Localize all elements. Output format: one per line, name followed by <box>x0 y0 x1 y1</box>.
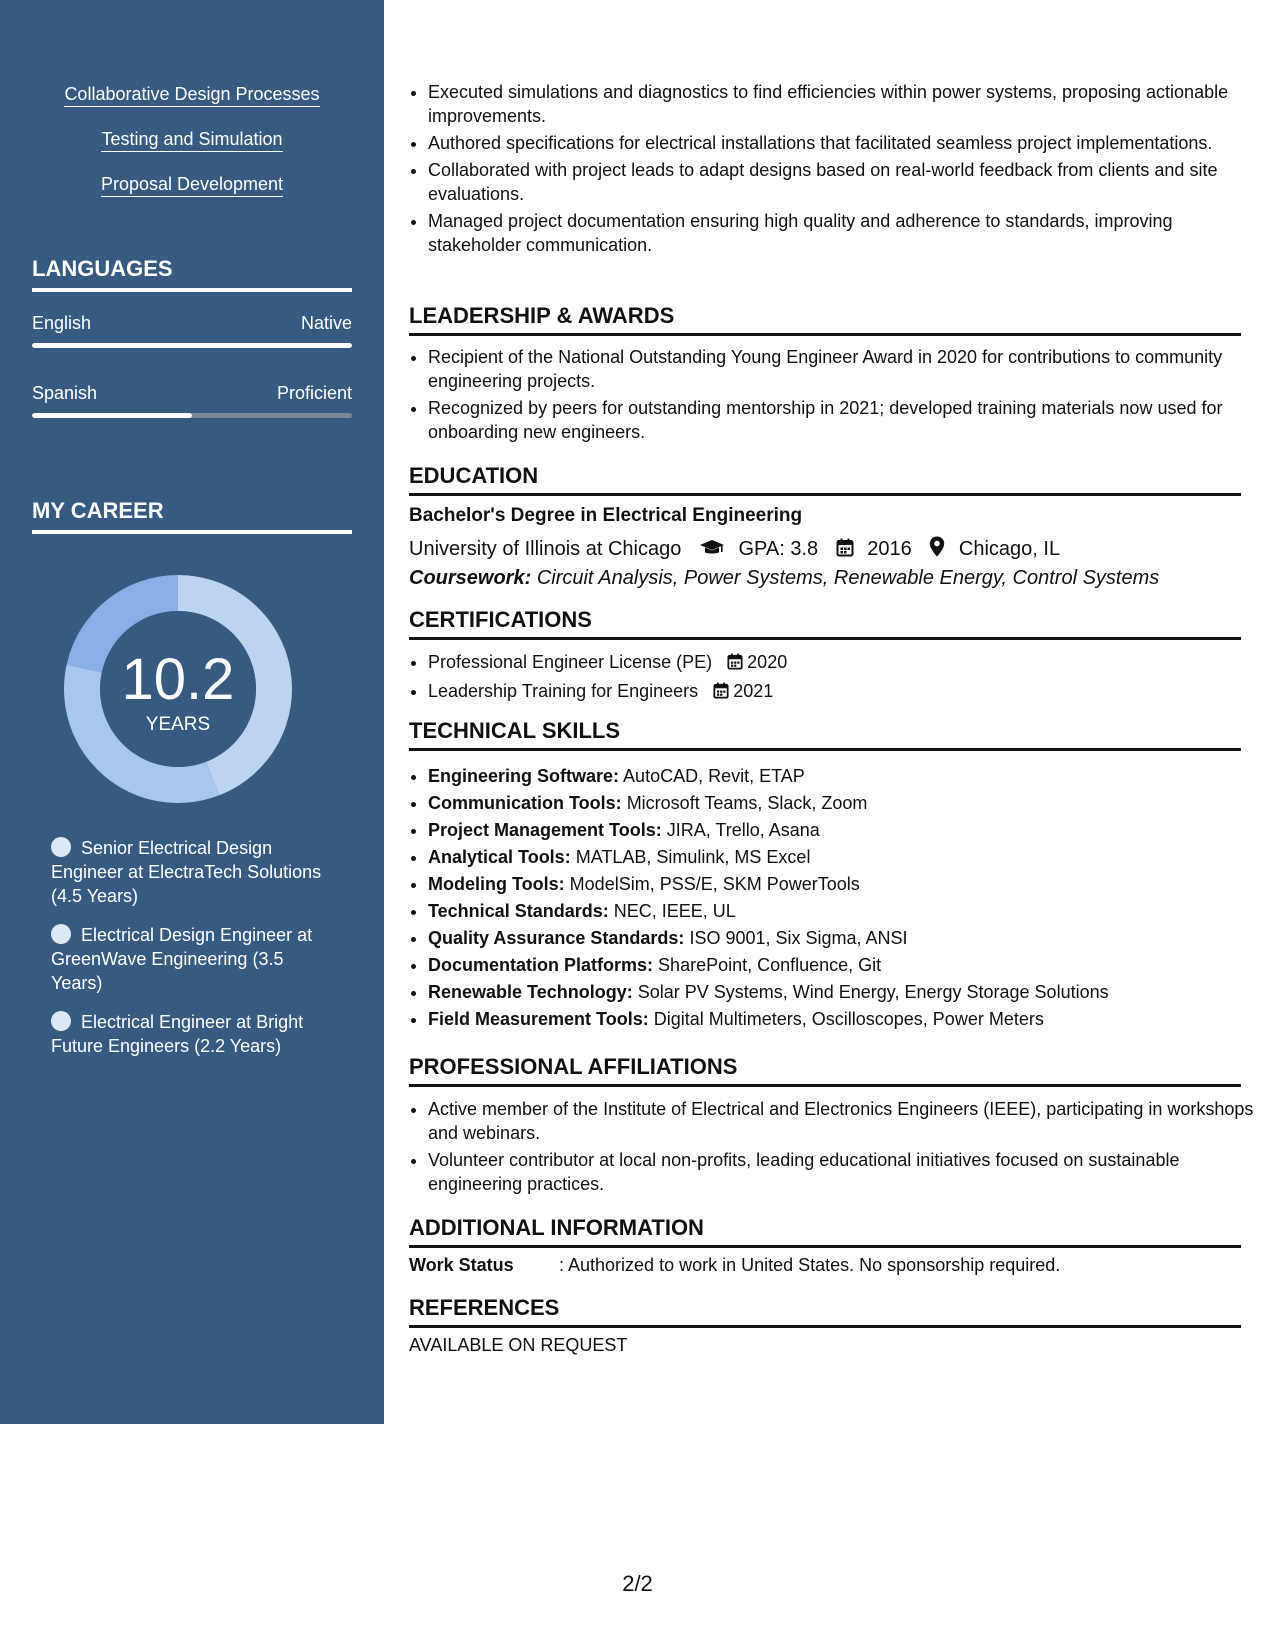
skill-label: Documentation Platforms: <box>428 955 654 975</box>
skill-item <box>428 818 1260 842</box>
certifications-heading: CERTIFICATIONS <box>409 607 1241 640</box>
education-details <box>409 536 1060 563</box>
skill-label: Engineering Software: <box>428 766 620 786</box>
leadership-list <box>409 345 1260 447</box>
education-gpa: GPA: 3.8 <box>738 538 819 560</box>
career-total-value: 10.2 <box>121 647 235 712</box>
work-status-label: Work Status <box>409 1255 514 1275</box>
skill-value: Digital Multimeters, Oscilloscopes, Power Meters <box>653 1009 1044 1029</box>
additional-info-heading: ADDITIONAL INFORMATION <box>409 1215 1241 1248</box>
skill-value: NEC, IEEE, UL <box>613 901 736 921</box>
education-year: 2016 <box>867 538 912 560</box>
skill-label: Communication Tools: <box>428 793 622 813</box>
skill-item <box>428 872 1260 896</box>
list-item: • Managed project documentation ensuring high quality and adherence to standards, improving stakeholder communication. <box>428 209 1260 257</box>
skills-heading: TECHNICAL SKILLS <box>409 718 1241 751</box>
career-heading: MY CAREER <box>32 498 352 534</box>
career-dot-icon <box>51 924 71 944</box>
skill-value: ModelSim, PSS/E, SKM PowerTools <box>569 874 860 894</box>
list-item: • Recognized by peers for outstanding mentorship in 2021; developed training materials now used for onboarding new engineers. <box>428 396 1260 444</box>
skill-item <box>428 926 1260 950</box>
language-level: Proficient <box>276 383 352 403</box>
donut-center <box>64 575 292 803</box>
references-heading: REFERENCES <box>409 1295 1241 1328</box>
skill-label: Technical Standards: <box>428 901 609 921</box>
skill-label: Quality Assurance Standards: <box>428 928 685 948</box>
certification-year: 2021 <box>733 681 774 701</box>
affiliations-list <box>409 1097 1260 1199</box>
education-degree: Bachelor's Degree in Electrical Engineering <box>409 505 803 526</box>
skill-link-testing-simulation[interactable]: Testing and Simulation <box>0 129 384 150</box>
affiliations-heading: PROFESSIONAL AFFILIATIONS <box>409 1054 1241 1087</box>
skill-label: Field Measurement Tools: <box>428 1009 649 1029</box>
list-item <box>428 650 1260 676</box>
career-total-unit: YEARS <box>145 714 211 735</box>
list-item: • Recipient of the National Outstanding Young Engineer Award in 2020 for contributions to community engineering projects. <box>428 345 1260 393</box>
skill-value: MATLAB, Simulink, MS Excel <box>575 847 811 867</box>
list-item: • Executed simulations and diagnostics to find efficiencies within power systems, proposing actionable improvements. <box>428 80 1260 128</box>
education-location: Chicago, IL <box>958 538 1061 560</box>
career-donut-chart <box>64 575 292 803</box>
skill-value: ISO 9001, Six Sigma, ANSI <box>689 928 908 948</box>
list-item: • Collaborated with project leads to adapt designs based on real-world feedback from clients and site evaluations. <box>428 158 1260 206</box>
skill-value: Solar PV Systems, Wind Energy, Energy Storage Solutions <box>637 982 1109 1002</box>
language-bar-fill <box>32 413 192 418</box>
work-status-value: : Authorized to work in United States. No sponsorship required. <box>559 1255 1061 1275</box>
language-level: Native <box>300 313 352 333</box>
list-item <box>428 679 1260 705</box>
experience-bullets <box>409 80 1260 260</box>
calendar-icon <box>836 538 854 563</box>
sidebar <box>0 0 384 1424</box>
skill-item <box>428 1007 1260 1031</box>
career-item: Senior Electrical Design Engineer at ElectraTech Solutions (4.5 Years) <box>51 838 322 906</box>
skill-value: Microsoft Teams, Slack, Zoom <box>626 793 868 813</box>
skill-label: Analytical Tools: <box>428 847 571 867</box>
career-item: Electrical Design Engineer at GreenWave Engineering (3.5 Years) <box>51 925 313 993</box>
language-name: English <box>32 313 92 333</box>
skill-label: Modeling Tools: <box>428 874 565 894</box>
skill-item <box>428 764 1260 788</box>
skill-label: Project Management Tools: <box>428 820 662 840</box>
calendar-icon <box>727 652 743 676</box>
career-dot-icon <box>51 1011 71 1031</box>
work-status <box>409 1255 1060 1276</box>
skill-item <box>428 980 1260 1004</box>
language-bar-english <box>32 343 352 348</box>
certification-year: 2020 <box>747 652 788 672</box>
career-item: Electrical Engineer at Bright Future Engineers (2.2 Years) <box>51 1012 304 1056</box>
certifications-list <box>409 650 1260 708</box>
career-dot-icon <box>51 837 71 857</box>
skill-value: SharePoint, Confluence, Git <box>658 955 882 975</box>
skill-label: Renewable Technology: <box>428 982 633 1002</box>
coursework-value: Circuit Analysis, Power Systems, Renewable Energy, Control Systems <box>536 567 1160 589</box>
list-item: • Active member of the Institute of Electrical and Electronics Engineers (IEEE), participating in workshops and webinars. <box>428 1097 1260 1145</box>
skill-value: AutoCAD, Revit, ETAP <box>623 766 805 786</box>
certification-name: Leadership Training for Engineers <box>428 681 699 701</box>
graduation-cap-icon <box>699 539 725 563</box>
leadership-heading: LEADERSHIP & AWARDS <box>409 303 1241 336</box>
skill-item <box>428 845 1260 869</box>
skills-list <box>409 764 1260 1034</box>
education-heading: EDUCATION <box>409 463 1241 496</box>
calendar-icon <box>713 681 729 705</box>
certification-name: Professional Engineer License (PE) <box>428 652 713 672</box>
language-bar-spanish <box>32 413 352 418</box>
skill-item <box>428 953 1260 977</box>
coursework-label: Coursework: <box>409 567 532 589</box>
languages-heading: LANGUAGES <box>32 256 352 292</box>
skill-item <box>428 791 1260 815</box>
education-school: University of Illinois at Chicago <box>409 538 682 560</box>
education-coursework <box>409 567 1159 590</box>
page-number: 2/2 <box>622 1571 653 1596</box>
list-item: • Authored specifications for electrical installations that facilitated seamless project implementations. <box>428 131 1260 155</box>
list-item: • Volunteer contributor at local non-profits, leading educational initiatives focused on sustainable engineering practices. <box>428 1148 1260 1196</box>
language-name: Spanish <box>32 383 98 403</box>
skill-link-proposal-development[interactable]: Proposal Development <box>0 174 384 195</box>
skill-link-collaborative-design[interactable]: Collaborative Design Processes <box>0 84 384 105</box>
skill-value: JIRA, Trello, Asana <box>666 820 820 840</box>
language-bar-fill <box>32 343 352 348</box>
location-pin-icon <box>929 536 945 563</box>
references-text: AVAILABLE ON REQUEST <box>409 1335 628 1355</box>
skill-item <box>428 899 1260 923</box>
